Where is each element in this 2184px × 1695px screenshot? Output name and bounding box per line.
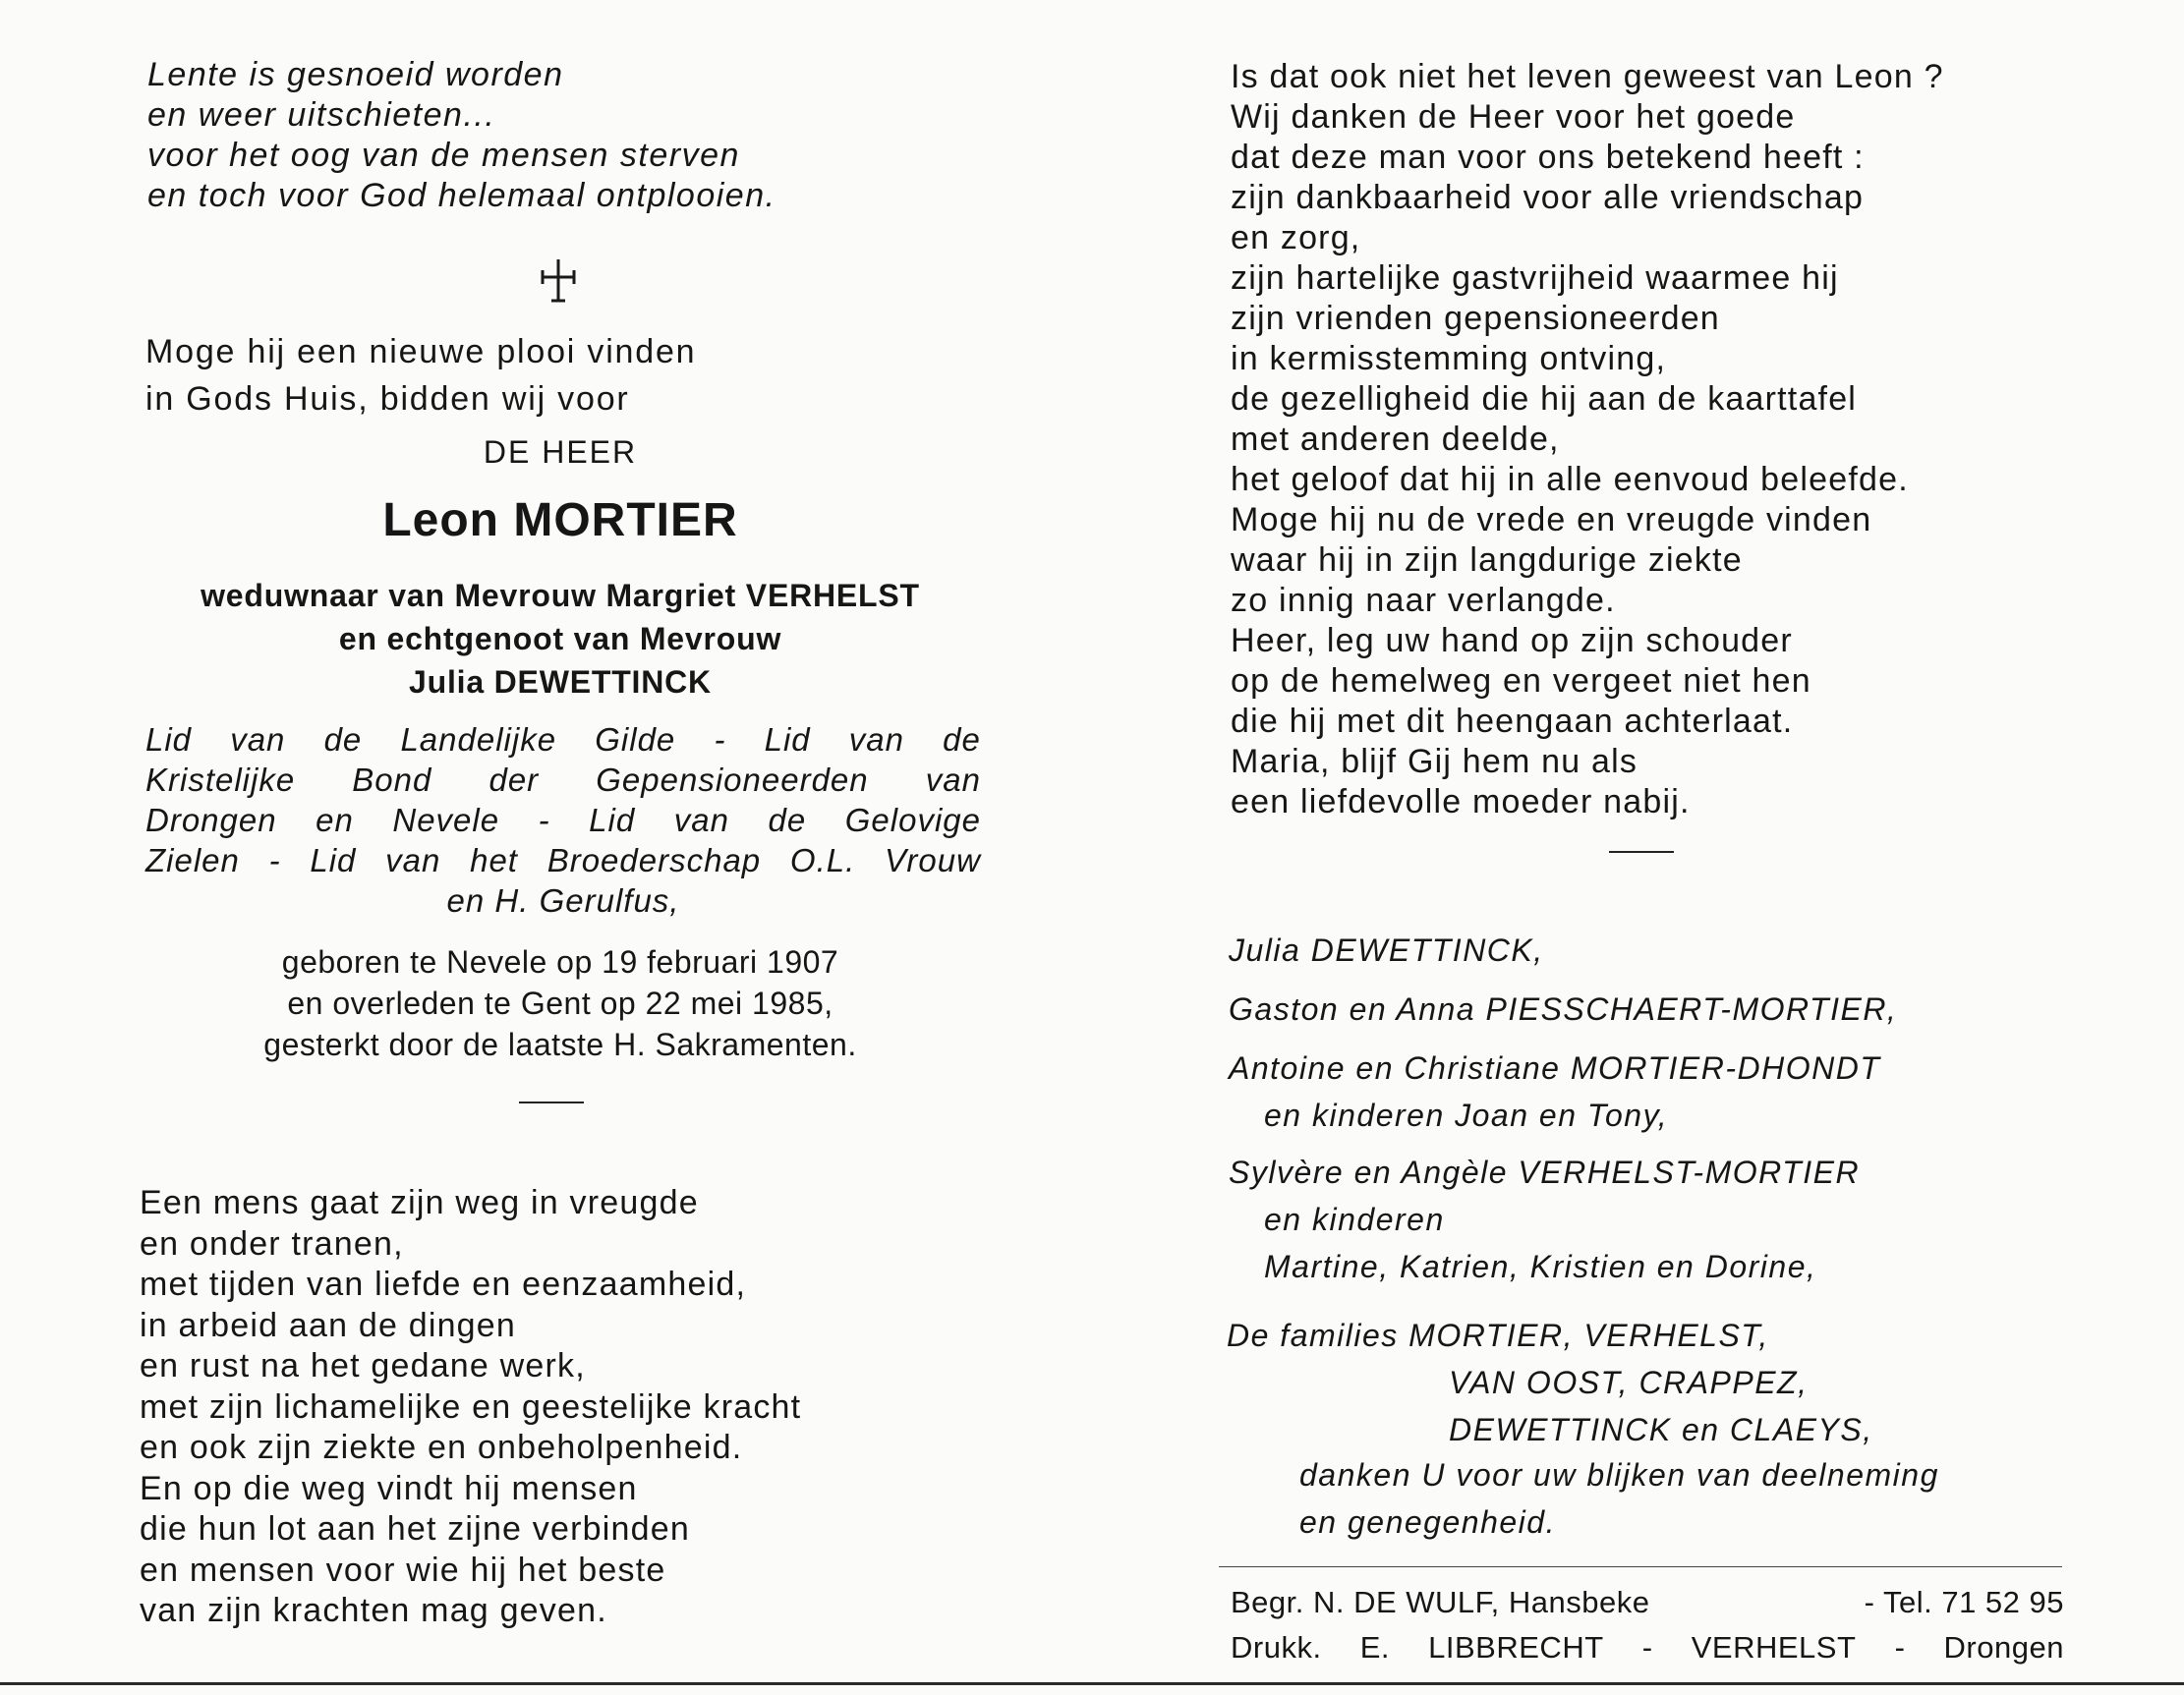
- relation-line: weduwnaar van Mevrouw Margriet VERHELST: [201, 578, 920, 613]
- verse-line: en zorg,: [1231, 219, 1361, 256]
- membership-line: Kristelijke Bond der Gepensioneerden van: [145, 762, 981, 798]
- verse-line: en weer uitschieten...: [147, 96, 496, 134]
- undertaker-tel: - Tel. 71 52 95: [1864, 1585, 2064, 1619]
- family-line: Martine, Katrien, Kristien en Dorine,: [1264, 1249, 1817, 1284]
- family-line: en kinderen Joan en Tony,: [1264, 1098, 1669, 1133]
- prayer-intro: [145, 328, 696, 423]
- membership-line: Lid van de Landelijke Gilde - Lid van de: [145, 721, 981, 758]
- verse-line: voor het oog van de mensen sterven: [147, 137, 740, 174]
- date-line: gesterkt door de laatste H. Sakramenten.: [263, 1027, 857, 1062]
- verse-line: Wij danken de Heer voor het goede: [1231, 98, 1796, 136]
- verse-line: zo innig naar verlangde.: [1231, 582, 1616, 619]
- footer-divider: [1219, 1566, 2062, 1567]
- verse-line: zijn vrienden gepensioneerden: [1231, 300, 1720, 337]
- verse-line: waar hij in zijn langdurige ziekte: [1231, 541, 1743, 579]
- undertaker-name: Begr. N. DE WULF, Hansbeke: [1231, 1585, 1650, 1619]
- verse-line: Heer, leg uw hand op zijn schouder: [1231, 622, 1793, 659]
- date-line: en overleden te Gent op 22 mei 1985,: [287, 986, 833, 1021]
- date-line: geboren te Nevele op 19 februari 1907: [281, 944, 839, 980]
- family-line: en genegenheid.: [1299, 1504, 1556, 1540]
- verse-line: Lente is gesnoeid worden: [147, 56, 564, 93]
- family-line: VAN OOST, CRAPPEZ,: [1449, 1365, 1809, 1400]
- undertaker-line: [1231, 1580, 2064, 1625]
- verse-line: in arbeid aan de dingen: [140, 1306, 517, 1344]
- verse-line: Moge hij nu de vrede en vreugde vinden: [1231, 501, 1872, 538]
- relations: [138, 574, 983, 704]
- verse-line: met tijden van liefde en eenzaamheid,: [140, 1266, 747, 1303]
- verse-line: en mensen voor wie hij het beste: [140, 1551, 666, 1589]
- verse-line: die hij met dit heengaan achterlaat.: [1231, 703, 1794, 740]
- membership-line: Zielen - Lid van het Broederschap O.L. Vrouw: [145, 842, 981, 878]
- verse-line: de gezelligheid die hij aan de kaarttafel: [1231, 380, 1858, 418]
- honorific: DE HEER: [483, 434, 638, 470]
- family-line: en kinderen: [1264, 1202, 1445, 1237]
- verse-line: die hun lot aan het zijne verbinden: [140, 1510, 690, 1548]
- prayer-line: Moge hij een nieuwe plooi vinden: [145, 333, 697, 370]
- card-edge: [0, 1682, 2184, 1685]
- verse-line: en rust na het gedane werk,: [140, 1347, 586, 1384]
- family-line: danken U voor uw blijken van deelneming: [1299, 1457, 1939, 1493]
- verse-line: Een mens gaat zijn weg in vreugde: [140, 1184, 699, 1221]
- verse-line: dat deze man voor ons betekend heeft :: [1231, 139, 1865, 176]
- family-line: De families MORTIER, VERHELST,: [1227, 1318, 1769, 1353]
- divider: [1609, 851, 1674, 853]
- verse-line: zijn dankbaarheid voor alle vriendschap: [1231, 179, 1865, 216]
- verse-line: en toch voor God helemaal ontplooien.: [147, 177, 776, 214]
- verse-line: van zijn krachten mag geven.: [140, 1592, 607, 1629]
- relation-line: Julia DEWETTINCK: [409, 664, 712, 700]
- divider: [519, 1102, 584, 1103]
- right-verse: [1231, 57, 1944, 822]
- memberships: [145, 719, 981, 921]
- family-line: Antoine en Christiane MORTIER-DHONDT: [1229, 1050, 1881, 1086]
- footer: [1231, 1580, 2064, 1670]
- verse-line: op de hemelweg en vergeet niet hen: [1231, 662, 1811, 700]
- birth-death-dates: [138, 941, 983, 1065]
- verse-line: en onder tranen,: [140, 1224, 404, 1263]
- verse-line: zijn hartelijke gastvrijheid waarmee hij: [1231, 259, 1839, 297]
- cross-icon: [539, 257, 578, 303]
- verse-line: in kermisstemming ontving,: [1231, 340, 1667, 377]
- deceased-name: Leon MORTIER: [382, 494, 738, 546]
- verse-line: En op die weg vindt hij mensen: [140, 1469, 638, 1507]
- membership-line: Drongen en Nevele - Lid van de Gelovige: [145, 802, 981, 838]
- relation-line: en echtgenoot van Mevrouw: [338, 621, 782, 656]
- verse-line: Is dat ook niet het leven geweest van Leon ?: [1231, 58, 1944, 95]
- prayer-line: in Gods Huis, bidden wij voor: [145, 380, 630, 418]
- verse-line: met zijn lichamelijke en geestelijke kracht: [140, 1387, 802, 1426]
- family-line: DEWETTINCK en CLAEYS,: [1449, 1412, 1873, 1447]
- printer-line: Drukk. E. LIBBRECHT - VERHELST - Drongen: [1231, 1630, 2064, 1665]
- verse-line: Maria, blijf Gij hem nu als: [1231, 743, 1638, 780]
- family-line: Gaston en Anna PIESSCHAERT-MORTIER,: [1229, 991, 1898, 1027]
- verse-line: een liefdevolle moeder nabij.: [1231, 783, 1691, 820]
- verse-line: met anderen deelde,: [1231, 421, 1560, 458]
- left-verse: [140, 1183, 801, 1632]
- verse-line: en ook zijn ziekte en onbeholpenheid.: [140, 1429, 743, 1466]
- opening-verse: [147, 55, 776, 216]
- family-line: Julia DEWETTINCK,: [1229, 932, 1544, 968]
- verse-line: het geloof dat hij in alle eenvoud beleefde.: [1231, 461, 1909, 498]
- membership-line: en H. Gerulfus,: [446, 882, 680, 919]
- family-line: Sylvère en Angèle VERHELST-MORTIER: [1229, 1155, 1861, 1190]
